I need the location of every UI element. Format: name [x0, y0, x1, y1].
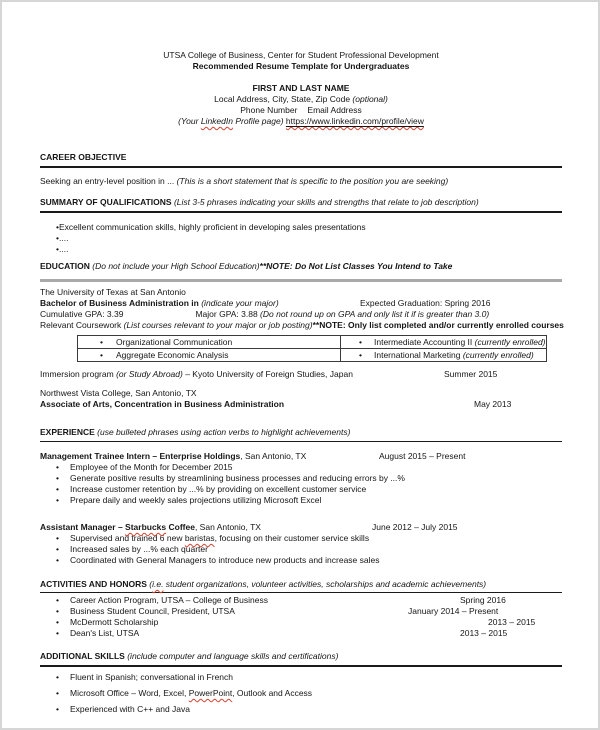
gpa-note: (Do not round up on GPA and only list it if is greater than 3.0) [260, 309, 490, 319]
job-entry [40, 451, 562, 506]
section-education [40, 261, 562, 410]
bullet-item [40, 462, 562, 473]
linkedin-url-squiggle [286, 116, 424, 126]
bullet-icon [56, 672, 70, 683]
activities-title: ACTIVITIES AND HONORS [40, 579, 150, 589]
bullet-icon [56, 533, 70, 544]
second-school-block [40, 388, 562, 410]
coursework-label: Relevant Coursework [40, 320, 124, 330]
section-summary-of-qualifications [40, 197, 562, 255]
skills-title-line [40, 651, 562, 662]
bullet-icon [56, 495, 70, 506]
list-item [40, 617, 562, 628]
activity-text: Business Student Council, President, UTSA [70, 606, 235, 616]
linkedin-note-pre: (Your [178, 116, 201, 126]
bullet-item [40, 555, 562, 566]
address-optional-note: (optional) [352, 94, 388, 104]
job-title-line [40, 451, 562, 462]
skills-title: ADDITIONAL SKILLS [40, 651, 128, 661]
job-entry [40, 522, 562, 566]
education-details [40, 287, 562, 331]
bullet-text: .... [58, 233, 69, 243]
school-name: The University of Texas at San Antonio [40, 287, 186, 297]
section-career-objective [40, 152, 562, 187]
linkedin-line [40, 116, 562, 127]
job-date: June 2012 – July 2015 [372, 522, 458, 532]
bullet-text: Coordinated with General Managers to introduce new products and increase sales [70, 555, 380, 565]
table-row [78, 336, 547, 349]
bullet-text: Increase customer retention by ...% by providing on excellent customer service [70, 484, 367, 494]
coursework-note: (List courses relevant to your major or job posting) [123, 320, 313, 330]
activity-text: Career Action Program, UTSA – College of Business [70, 595, 268, 605]
bullet-item [40, 533, 562, 544]
summary-bullet-list [40, 222, 562, 255]
section-additional-skills [40, 651, 562, 715]
contact-block [40, 83, 562, 127]
experience-title-line [40, 427, 562, 438]
section-rule [40, 665, 562, 667]
education-title-note: (Do not include your High School Education) [92, 261, 260, 271]
skill-text: Microsoft Office – Word, Excel, PowerPoint, Outlook and Access [70, 688, 313, 698]
bullet-text: Prepare daily and weekly sales projections utilizing Microsoft Excel [70, 495, 322, 505]
section-rule [40, 211, 562, 213]
skill-text: Experienced with C++ and Java [70, 704, 191, 714]
job-location: , San Antonio, TX [194, 522, 261, 532]
bullet-icon [78, 337, 116, 348]
education-title-line [40, 261, 562, 272]
immersion-note: (or Study Abroad) [116, 369, 183, 379]
bullet-icon [56, 473, 70, 484]
experience-title-note: (use bulleted phrases using action verbs to highlight achievements) [97, 427, 351, 437]
org-line: UTSA College of Business, Center for Student Professional Development [163, 50, 439, 60]
bullet-icon [341, 337, 374, 348]
skills-list [40, 672, 562, 715]
activities-title-line [40, 579, 562, 590]
list-item [40, 628, 562, 639]
education-title-note2: **NOTE: Do Not List Classes You Intend to Take [259, 261, 453, 271]
section-rule [40, 441, 562, 442]
job-title-line [40, 522, 562, 533]
bullet-icon [78, 350, 116, 361]
section-rule-gray [40, 279, 562, 282]
coursework-table [77, 335, 547, 362]
objective-note: (This is a short statement that is specific to the position you are seeking) [176, 176, 449, 186]
bullet-icon [56, 544, 70, 555]
degree-bold: Bachelor of Business Administration in [40, 298, 202, 308]
gpa-line [40, 309, 562, 320]
list-item [40, 606, 562, 617]
coursework-line [40, 320, 562, 331]
immersion-plain: Immersion program [40, 369, 117, 379]
summary-title-note: (List 3-5 phrases indicating your skills and strengths that relate to job description) [173, 197, 479, 207]
activity-text: McDermott Scholarship [70, 617, 159, 627]
course-text: Organizational Communication [116, 336, 233, 347]
bullet-icon [56, 555, 70, 566]
immersion-line [40, 369, 562, 380]
linkedin-link[interactable] [286, 116, 424, 126]
phone-text: Phone Number [240, 105, 298, 115]
degree-date: May 2013 [474, 399, 512, 409]
bullet-text: Increased sales by ...% each quarter [70, 544, 208, 554]
section-experience [40, 427, 562, 566]
bullet-item [40, 233, 562, 244]
skill-text: Fluent in Spanish; conversational in French [70, 672, 234, 682]
degree-line [40, 399, 562, 410]
list-item [40, 688, 562, 699]
job-title-bold: Management Trainee Intern – Enterprise Holdings [40, 451, 241, 461]
summary-title: SUMMARY OF QUALIFICATIONS [40, 197, 174, 207]
course-cell [341, 349, 547, 362]
coursework-note2: **NOTE: Only list completed and/or currently enrolled courses [312, 320, 564, 330]
course-text: International Marketing (currently enrolled) [374, 349, 534, 360]
activity-date: 2013 – 2015 [488, 617, 536, 627]
section-activities-and-honors [40, 579, 562, 639]
graduation-date: Expected Graduation: Spring 2016 [360, 298, 491, 308]
bullet-item [40, 544, 562, 555]
bullet-item [40, 484, 562, 495]
section-rule [40, 592, 562, 593]
bullet-icon [56, 595, 70, 606]
education-title: EDUCATION [40, 261, 93, 271]
career-objective-title: CAREER OBJECTIVE [40, 152, 127, 162]
immersion-rest: – Kyoto University of Foreign Studies, Japan [182, 369, 353, 379]
bullet-icon [56, 484, 70, 495]
phone-email-line [40, 105, 562, 116]
activities-list [40, 595, 562, 639]
activity-text: Dean's List, UTSA [70, 628, 140, 638]
job-date: August 2015 – Present [379, 451, 466, 461]
gpa-major: Major GPA: 3.88 [195, 309, 261, 319]
bullet-icon [56, 617, 70, 628]
bullet-icon [56, 462, 70, 473]
email-text: Email Address [307, 105, 362, 115]
bullet-item [40, 495, 562, 506]
school-name: Northwest Vista College, San Antonio, TX [40, 388, 197, 398]
bullet-icon [56, 628, 70, 639]
address-line [40, 94, 562, 105]
table-row [78, 349, 547, 362]
linkedin-url-text: https://www.linkedin.com/profile/view [285, 116, 424, 126]
list-item [40, 704, 562, 715]
activities-title-note: (i.e. student organizations, volunteer activities, scholarships and academic achievements) [149, 579, 487, 589]
activity-date: 2013 – 2015 [460, 628, 508, 638]
gpa-cumulative: Cumulative GPA: 3.39 [40, 309, 124, 319]
linkedin-note [178, 116, 286, 126]
degree-line [40, 298, 562, 309]
course-cell [78, 349, 341, 362]
immersion-date: Summer 2015 [444, 369, 498, 379]
degree-bold: Associate of Arts, Concentration in Business Administration [40, 399, 285, 409]
course-cell [78, 336, 341, 349]
job-title-bold: Assistant Manager – Starbucks Coffee [40, 522, 195, 532]
doc-title: Recommended Resume Template for Undergraduates [192, 61, 410, 71]
bullet-text: Employee of the Month for December 2015 [70, 462, 233, 472]
bullet-icon [56, 606, 70, 617]
experience-title: EXPERIENCE [40, 427, 98, 437]
linkedin-note-post: Profile page) [232, 116, 286, 126]
linkedin-word-misspelled: LinkedIn [200, 116, 233, 126]
course-text: Intermediate Accounting II (currently enrolled) [374, 336, 546, 347]
skills-title-note: (include computer and language skills and certifications) [127, 651, 339, 661]
doc-header [40, 50, 562, 72]
course-text: Aggregate Economic Analysis [116, 349, 229, 360]
bullet-icon [341, 350, 374, 361]
bullet-text: Excellent communication skills, highly proficient in developing sales presentations [58, 222, 366, 232]
bullet-icon [56, 704, 70, 715]
bullet-text: .... [58, 244, 69, 254]
job-location: , San Antonio, TX [240, 451, 307, 461]
course-cell [341, 336, 547, 349]
career-objective-body [40, 176, 562, 187]
bullet-text: Generate positive results by streamlining business processes and reducing errors by ...% [70, 473, 405, 483]
activity-date: January 2014 – Present [408, 606, 499, 616]
address-text: Local Address, City, State, Zip Code [214, 94, 353, 104]
list-item [40, 595, 562, 606]
section-rule [40, 166, 562, 168]
summary-title-line [40, 197, 562, 208]
objective-plain: Seeking an entry-level position in ... [40, 176, 177, 186]
bullet-item [40, 222, 562, 233]
bullet-item [40, 473, 562, 484]
bullet-icon [56, 688, 70, 699]
degree-note: (indicate your major) [201, 298, 279, 308]
activity-date: Spring 2016 [460, 595, 506, 605]
list-item [40, 672, 562, 683]
bullet-text: Supervised and trained 6 new baristas, focusing on their customer service skills [70, 533, 370, 543]
candidate-name: FIRST AND LAST NAME [252, 83, 350, 93]
bullet-item [40, 244, 562, 255]
